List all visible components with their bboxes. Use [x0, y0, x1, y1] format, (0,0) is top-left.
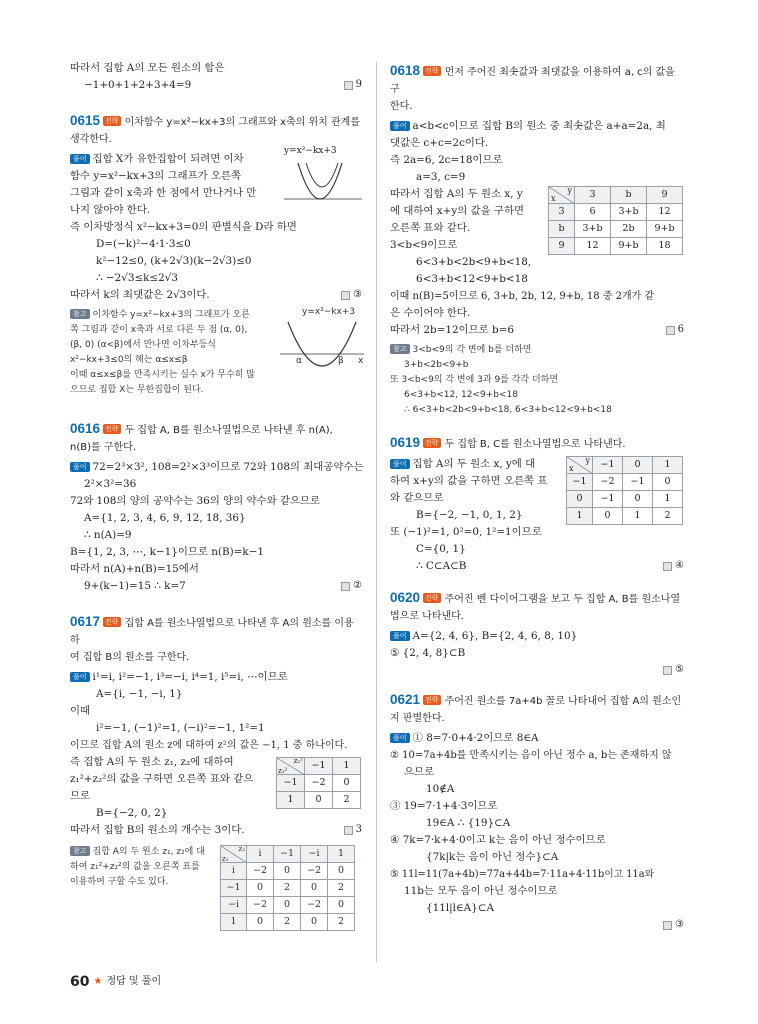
table-corner — [567, 457, 593, 474]
problem-0618 — [390, 62, 684, 418]
text-line-content: i¹=i, i²=−1, i³=−i, i⁴=1, i⁵=i, ⋯이므로 — [92, 671, 288, 683]
graph-label: y=x²−kx+3 — [284, 146, 337, 156]
note-line: 또 3<b<9의 각 변에 3과 9를 각각 더하면 — [390, 375, 559, 385]
note-line: 으므로 집합 X는 무한집합이 된다. — [70, 385, 204, 395]
header-cell: 9 — [647, 187, 683, 204]
table-cell: −1 — [623, 474, 653, 491]
table-cell: −2 — [593, 474, 623, 491]
table-cell: 2 — [328, 914, 355, 931]
row-header-cell: −1 — [567, 474, 593, 491]
table-cell: 0 — [301, 914, 328, 931]
answer — [344, 823, 362, 838]
header-cell: −1 — [274, 846, 301, 863]
parabola-svg — [276, 306, 366, 376]
note-line: x²−kx+3≤0의 해는 α≤x≤β — [70, 355, 188, 365]
answer-value: 6 — [677, 324, 684, 336]
table-cell: 9+b — [647, 221, 683, 238]
answer — [341, 579, 362, 594]
problem-title-cont: 법으로 나타낸다. — [390, 611, 464, 622]
problem-title: 이차함수 y=x²−kx+3의 그래프와 x축의 위치 관계를 — [124, 117, 361, 128]
note — [70, 845, 362, 935]
text-line: 따라서 2b=12이므로 b=6 — [390, 324, 514, 336]
strategy-tag: 전략 — [425, 67, 439, 75]
answer — [663, 663, 684, 678]
note-line: 3+b<2b<9+b — [404, 360, 469, 370]
header-cell: −1 — [593, 457, 623, 474]
solution — [390, 118, 684, 339]
problem-header — [70, 420, 362, 439]
header-cell: i — [247, 846, 274, 863]
table-row — [221, 880, 355, 897]
intro-block — [70, 60, 362, 94]
strategy-tag: 전략 — [425, 594, 439, 602]
row-header-cell: 0 — [567, 491, 593, 508]
note-line: (β, 0) (α<β)에서 만나면 이차부등식 — [70, 340, 216, 350]
problem-0620 — [390, 589, 684, 679]
note — [70, 308, 362, 398]
table-row — [549, 238, 683, 255]
sum-table-2 — [220, 845, 355, 931]
math-line: 2²×3²=36 — [84, 478, 137, 490]
table-cell: 1 — [623, 508, 653, 525]
corner-bottom: z₁² — [278, 766, 288, 775]
solution — [390, 456, 684, 575]
text-line — [70, 669, 362, 686]
answer-value: 9 — [355, 79, 362, 91]
graph-label: y=x²−kx+3 — [302, 307, 356, 317]
problem-title-cont: 여 집합 B의 원소를 구한다. — [70, 652, 190, 663]
table-cell: 0 — [305, 792, 333, 809]
note — [390, 343, 684, 418]
answer-box-icon — [344, 81, 353, 90]
problem-0619 — [390, 434, 684, 575]
text-line — [390, 628, 684, 645]
problem-header — [70, 613, 362, 649]
parabola-svg — [280, 145, 366, 221]
text-line — [70, 459, 362, 476]
problem-title-cont: n(B)를 구한다. — [70, 442, 136, 453]
text-line: 따라서 집합 A의 두 원소 x, y — [390, 188, 523, 200]
text-line: 므로 — [70, 790, 91, 802]
solution — [390, 628, 684, 679]
text-line: 3<b<9이므로 — [390, 239, 458, 251]
answer — [341, 288, 362, 303]
page-footer — [70, 972, 161, 992]
math-line: −1+0+1+2+3+4=9 — [84, 79, 192, 91]
beta-label: β — [338, 356, 344, 366]
page-number: 60 — [70, 974, 90, 990]
header-cell: −1 — [305, 758, 333, 775]
text-line: B={1, 2, 3, ⋯, k−1}이므로 n(B)=k−1 — [70, 546, 264, 558]
problem-number: 0617 — [70, 614, 101, 629]
table-cell: 3+b — [575, 221, 611, 238]
answer-box-icon — [663, 921, 672, 930]
math-line: ∴ n(A)=9 — [84, 529, 132, 541]
sum-table — [566, 456, 683, 525]
parabola-graph — [280, 145, 366, 221]
math-line: D=(−k)²−4·1·3≤0 — [96, 238, 191, 250]
answer-box-icon — [341, 582, 350, 591]
strategy-tag: 전략 — [105, 618, 119, 626]
math-line: ∴ C⊂A⊂B — [416, 560, 467, 572]
parabola-two-roots-graph — [276, 306, 366, 376]
text-line: 따라서 n(A)+n(B)=15에서 — [70, 563, 199, 575]
text-line: ⑤ {2, 4, 8}⊂B — [390, 647, 466, 659]
problem-0621 — [390, 691, 684, 934]
note-line: ∴ 6<3+b<2b<9+b<18, 6<3+b<12<9+b<18 — [404, 405, 612, 415]
row-header-cell: −1 — [221, 880, 247, 897]
table-cell: −2 — [301, 897, 328, 914]
math-line: {11l|l∈A}⊂A — [426, 902, 494, 914]
problem-title-cont: 한다. — [390, 101, 413, 112]
problem-header — [390, 434, 684, 453]
header-cell: b — [611, 187, 647, 204]
solution — [390, 730, 684, 934]
strategy-tag: 전략 — [105, 117, 119, 125]
answer — [663, 918, 684, 933]
math-line: a=3, c=9 — [416, 171, 466, 183]
problem-number: 0615 — [70, 113, 101, 128]
sum-table-1 — [276, 757, 361, 809]
strategy-tag: 전략 — [425, 696, 439, 704]
table-cell: 0 — [247, 880, 274, 897]
note-line — [390, 343, 684, 358]
math-line: B={−2, −1, 0, 1, 2} — [416, 509, 523, 521]
answer-box-icon — [344, 826, 353, 835]
math-line: 19∈A ∴ {19}⊂A — [426, 817, 511, 829]
table-corner — [277, 758, 305, 775]
answer-value: ② — [353, 580, 362, 592]
solution-badge: 풀이 — [70, 672, 90, 682]
answer-box-icon — [341, 291, 350, 300]
problem-number: 0621 — [390, 692, 421, 707]
parabola-curve — [306, 163, 338, 187]
header-cell: 0 — [623, 457, 653, 474]
text-line: 따라서 집합 A의 모든 원소의 합은 — [70, 62, 225, 74]
solution-badge: 풀이 — [70, 154, 90, 164]
header-cell: 1 — [333, 758, 361, 775]
problem-number: 0616 — [70, 421, 101, 436]
table-row — [549, 221, 683, 238]
note-line: 6<3+b<12, 12<9+b<18 — [404, 390, 518, 400]
table-cell: −2 — [301, 863, 328, 880]
note-line: 이용하여 구할 수도 있다. — [70, 877, 169, 887]
table-row — [549, 187, 683, 204]
answer-box-icon — [666, 326, 675, 335]
table-cell: 2 — [274, 880, 301, 897]
table-row — [277, 792, 361, 809]
note-line: 이때 α≤x≤β를 만족시키는 실수 x가 무수히 많 — [70, 370, 255, 380]
text-line: 함수 y=x²−kx+3의 그래프가 오른쪽 — [70, 170, 242, 182]
corner-top: y — [567, 186, 572, 195]
answer-row — [390, 662, 684, 679]
table-cell: 0 — [274, 863, 301, 880]
math-line: k²−12≤0, (k+2√3)(k−2√3)≤0 — [96, 255, 252, 267]
table-cell: −2 — [247, 897, 274, 914]
table-corner — [221, 846, 247, 863]
solution-badge: 풀이 — [70, 462, 90, 472]
table-row — [277, 775, 361, 792]
table-row — [549, 204, 683, 221]
row-header-cell: i — [221, 863, 247, 880]
corner-bottom: x — [551, 194, 556, 204]
math-line: B={−2, 0, 2} — [96, 807, 168, 819]
answer — [663, 559, 684, 574]
table-row — [277, 758, 361, 775]
math-line: 10∉A — [426, 783, 455, 795]
column-divider — [376, 62, 377, 962]
note-badge: 참고 — [70, 309, 90, 319]
header-cell: 3 — [575, 187, 611, 204]
answer-row — [390, 917, 684, 934]
text-line: 나지 않아야 한다. — [70, 204, 151, 216]
corner-top: y — [585, 456, 590, 465]
solution-badge: 풀이 — [390, 459, 410, 469]
table-cell: 2 — [653, 508, 683, 525]
math-line: A={i, −1, −i, 1} — [96, 688, 183, 700]
row-header-cell: 3 — [549, 204, 575, 221]
text-line: 은 수이어야 한다. — [390, 307, 471, 319]
problem-header — [390, 62, 684, 98]
answer-box-icon — [663, 562, 672, 571]
table-row — [221, 846, 355, 863]
answer — [344, 78, 362, 93]
table-cell: 0 — [328, 897, 355, 914]
strategy-tag: 전략 — [105, 425, 119, 433]
text-line: z₁²+z₂²의 값을 구하면 오른쪽 표와 같으 — [70, 773, 254, 785]
row-header-cell: 1 — [277, 792, 305, 809]
problem-title: 집합 A를 원소나열법으로 나타낸 후 A의 원소를 이용하 — [70, 618, 354, 646]
answer — [666, 323, 684, 338]
math-line: 6<3+b<12<9+b<18 — [416, 273, 528, 285]
table-row — [567, 457, 683, 474]
table-corner — [549, 187, 575, 204]
row-header-cell: 1 — [567, 508, 593, 525]
table-row — [567, 508, 683, 525]
table-cell: 2b — [611, 221, 647, 238]
table-cell: 0 — [333, 775, 361, 792]
text-line: 댓값은 c+c=2c이다. — [390, 137, 489, 149]
text-line: 따라서 집합 B의 원소의 개수는 3이다. — [70, 824, 245, 836]
math-line: C={0, 1} — [416, 543, 466, 555]
problem-header — [390, 589, 684, 608]
header-cell: 1 — [328, 846, 355, 863]
math-line: ∴ −2√3≤k≤2√3 — [96, 272, 179, 284]
problem-number: 0618 — [390, 63, 421, 78]
table-cell: 2 — [274, 914, 301, 931]
text-line: 이때 — [70, 705, 91, 717]
table-cell: 0 — [247, 914, 274, 931]
text-line: 11b는 모두 음이 아닌 정수이므로 — [404, 885, 558, 897]
text-line-content: 집합 X가 유한집합이 되려면 이차 — [92, 153, 244, 165]
solution — [70, 146, 362, 304]
table-cell: −2 — [305, 775, 333, 792]
table-row — [567, 491, 683, 508]
table-cell: 9+b — [611, 238, 647, 255]
table-cell: 0 — [593, 508, 623, 525]
note-line-content: 3<b<9의 각 변에 b를 더하면 — [412, 345, 532, 355]
note-badge: 참고 — [390, 344, 410, 354]
text-line-content: 집합 A의 두 원소 x, y에 대 — [412, 458, 536, 470]
text-line: 하여 x+y의 값을 구하면 오른쪽 표 — [390, 475, 548, 487]
text-line: 그림과 같이 x축과 한 점에서 만나거나 만 — [70, 187, 257, 199]
table-cell: −1 — [593, 491, 623, 508]
text-line: 에 대하여 x+y의 값을 구하면 — [390, 205, 525, 217]
table-cell: 0 — [274, 897, 301, 914]
problem-0615 — [70, 112, 362, 398]
answer-value: ③ — [353, 289, 362, 301]
problem-header — [390, 691, 684, 710]
problem-title: 먼저 주어진 최솟값과 최댓값을 이용하여 a, c의 값을 구 — [390, 67, 675, 95]
table-cell: −2 — [247, 863, 274, 880]
sum-table — [548, 186, 683, 255]
table-cell: 6 — [575, 204, 611, 221]
left-column — [70, 60, 362, 935]
text-line-content: ① 8=7·0+4·2이므로 8∈A — [412, 732, 539, 744]
table-row — [221, 914, 355, 931]
table-cell: 0 — [653, 474, 683, 491]
corner-bottom: x — [569, 464, 574, 474]
header-cell: −i — [301, 846, 328, 863]
text-line-content: a<b<c이므로 집합 B의 원소 중 최솟값은 a+a=2a, 최 — [412, 120, 666, 132]
strategy-tag: 전략 — [425, 439, 439, 447]
text-line: 으므로 — [404, 766, 435, 778]
table-cell: 0 — [328, 863, 355, 880]
table-cell: 0 — [301, 880, 328, 897]
star-icon: ★ — [93, 975, 103, 987]
text-line: 72와 108의 양의 공약수는 36의 양의 약수와 같으므로 — [70, 495, 321, 507]
table-cell: 2 — [333, 792, 361, 809]
row-header-cell: −1 — [277, 775, 305, 792]
solution — [70, 459, 362, 595]
problem-0616 — [70, 420, 362, 595]
note-line-content: 이차함수 y=x²−kx+3의 그래프가 오른 — [92, 310, 250, 320]
text-line: ② 10=7a+4b를 만족시키는 음이 아닌 정수 a, b는 존재하지 않 — [390, 750, 672, 761]
table-row — [221, 863, 355, 880]
text-line — [390, 730, 684, 747]
text-line-content: A={2, 4, 6}, B={2, 4, 6, 8, 10} — [412, 630, 578, 642]
problem-header — [70, 112, 362, 131]
x-axis-label: x — [358, 356, 364, 366]
text-line: 또 (−1)²=1, 0²=0, 1²=1이므로 — [390, 526, 542, 538]
note-line: 쪽 그림과 같이 x축과 서로 다른 두 점 (α, 0), — [70, 325, 248, 335]
note-line: 하여 z₁²+z₂²의 값을 오른쪽 표를 — [70, 862, 200, 872]
text-line: 즉 이차방정식 x²−kx+3=0의 판별식을 D라 하면 — [70, 221, 297, 233]
solution-badge: 풀이 — [390, 121, 410, 131]
solution-badge: 풀이 — [390, 733, 410, 743]
problem-title: 두 집합 B, C를 원소나열법으로 나타낸다. — [444, 439, 626, 450]
problem-title-cont: 생각한다. — [70, 134, 112, 145]
text-line: ⑤ 11l=11(7a+4b)=77a+44b=7·11a+4·11b이고 11a와 — [390, 869, 655, 880]
table-cell: 2 — [328, 880, 355, 897]
table-cell: 0 — [623, 491, 653, 508]
math-line: 9+(k−1)=15 ∴ k=7 — [84, 580, 186, 592]
answer-value: ④ — [675, 560, 684, 572]
math-line: {7k|k는 음이 아닌 정수}⊂A — [426, 851, 559, 863]
table-cell: 12 — [575, 238, 611, 255]
right-column — [390, 60, 684, 934]
text-line: 따라서 k의 최댓값은 2√3이다. — [70, 289, 210, 301]
table-row — [221, 897, 355, 914]
row-header-cell: −i — [221, 897, 247, 914]
problem-0617 — [70, 613, 362, 935]
text-line: 이므로 집합 A의 원소 z에 대하여 z²의 값은 −1, 1 중 하나이다. — [70, 740, 348, 751]
corner-top: z₂ — [238, 845, 245, 853]
table-cell: 12 — [647, 204, 683, 221]
answer-value: ③ — [675, 919, 684, 931]
table-row — [567, 474, 683, 491]
text-line-content: 72=2³×3², 108=2²×3³이므로 72와 108의 최대공약수는 — [92, 461, 364, 473]
text-line: ③ 19=7·1+4·3이므로 — [390, 800, 498, 812]
text-line: 오른쪽 표와 같다. — [390, 222, 471, 234]
note-line-content: 집합 A의 두 원소 z₁, z₂에 대 — [92, 847, 205, 857]
table-cell: 18 — [647, 238, 683, 255]
text-line: 와 같으므로 — [390, 492, 444, 504]
text-line: 이때 n(B)=5이므로 6, 3+b, 2b, 12, 9+b, 18 중 2개가 같 — [390, 291, 655, 302]
table-cell: 3+b — [611, 204, 647, 221]
text-line — [390, 118, 684, 135]
corner-bottom: z₁ — [222, 854, 229, 863]
problem-title: 주어진 원소를 7a+4b 꼴로 나타내어 집합 A의 원소인 — [444, 696, 682, 707]
problem-number: 0619 — [390, 435, 421, 450]
solution — [70, 669, 362, 839]
answer-value: ⑤ — [675, 664, 684, 676]
header-cell: 1 — [653, 457, 683, 474]
row-header-cell: 9 — [549, 238, 575, 255]
text-line: 즉 집합 A의 두 원소 z₁, z₂에 대하여 — [70, 756, 234, 768]
math-line: 6<3+b<2b<9+b<18, — [416, 256, 532, 268]
row-header-cell: b — [549, 221, 575, 238]
math-line: i²=−1, (−1)²=1, (−i)²=−1, 1²=1 — [96, 722, 265, 734]
text-line: 즉 2a=6, 2c=18이므로 — [390, 154, 503, 166]
solution-badge: 풀이 — [390, 631, 410, 641]
note-badge: 참고 — [70, 846, 90, 856]
math-line: A={1, 2, 3, 4, 6, 9, 12, 18, 36} — [84, 512, 246, 524]
footer-title: 정답 및 풀이 — [106, 975, 162, 987]
table-cell: 1 — [653, 491, 683, 508]
row-header-cell: 1 — [221, 914, 247, 931]
answer-box-icon — [663, 666, 672, 675]
problem-title-cont: 지 판별한다. — [390, 713, 445, 724]
parabola-curve — [298, 163, 342, 199]
answer-value: 3 — [355, 824, 362, 836]
problem-number: 0620 — [390, 590, 421, 605]
corner-top: z₂² — [293, 757, 303, 765]
problem-title: 주어진 벤 다이어그램을 보고 두 집합 A, B를 원소나열 — [444, 594, 681, 605]
problem-title: 두 집합 A, B를 원소나열법으로 나타낸 후 n(A), — [124, 425, 333, 436]
alpha-label: α — [296, 356, 302, 366]
text-line: ④ 7k=7·k+4·0이고 k는 음이 아닌 정수이므로 — [390, 834, 606, 846]
